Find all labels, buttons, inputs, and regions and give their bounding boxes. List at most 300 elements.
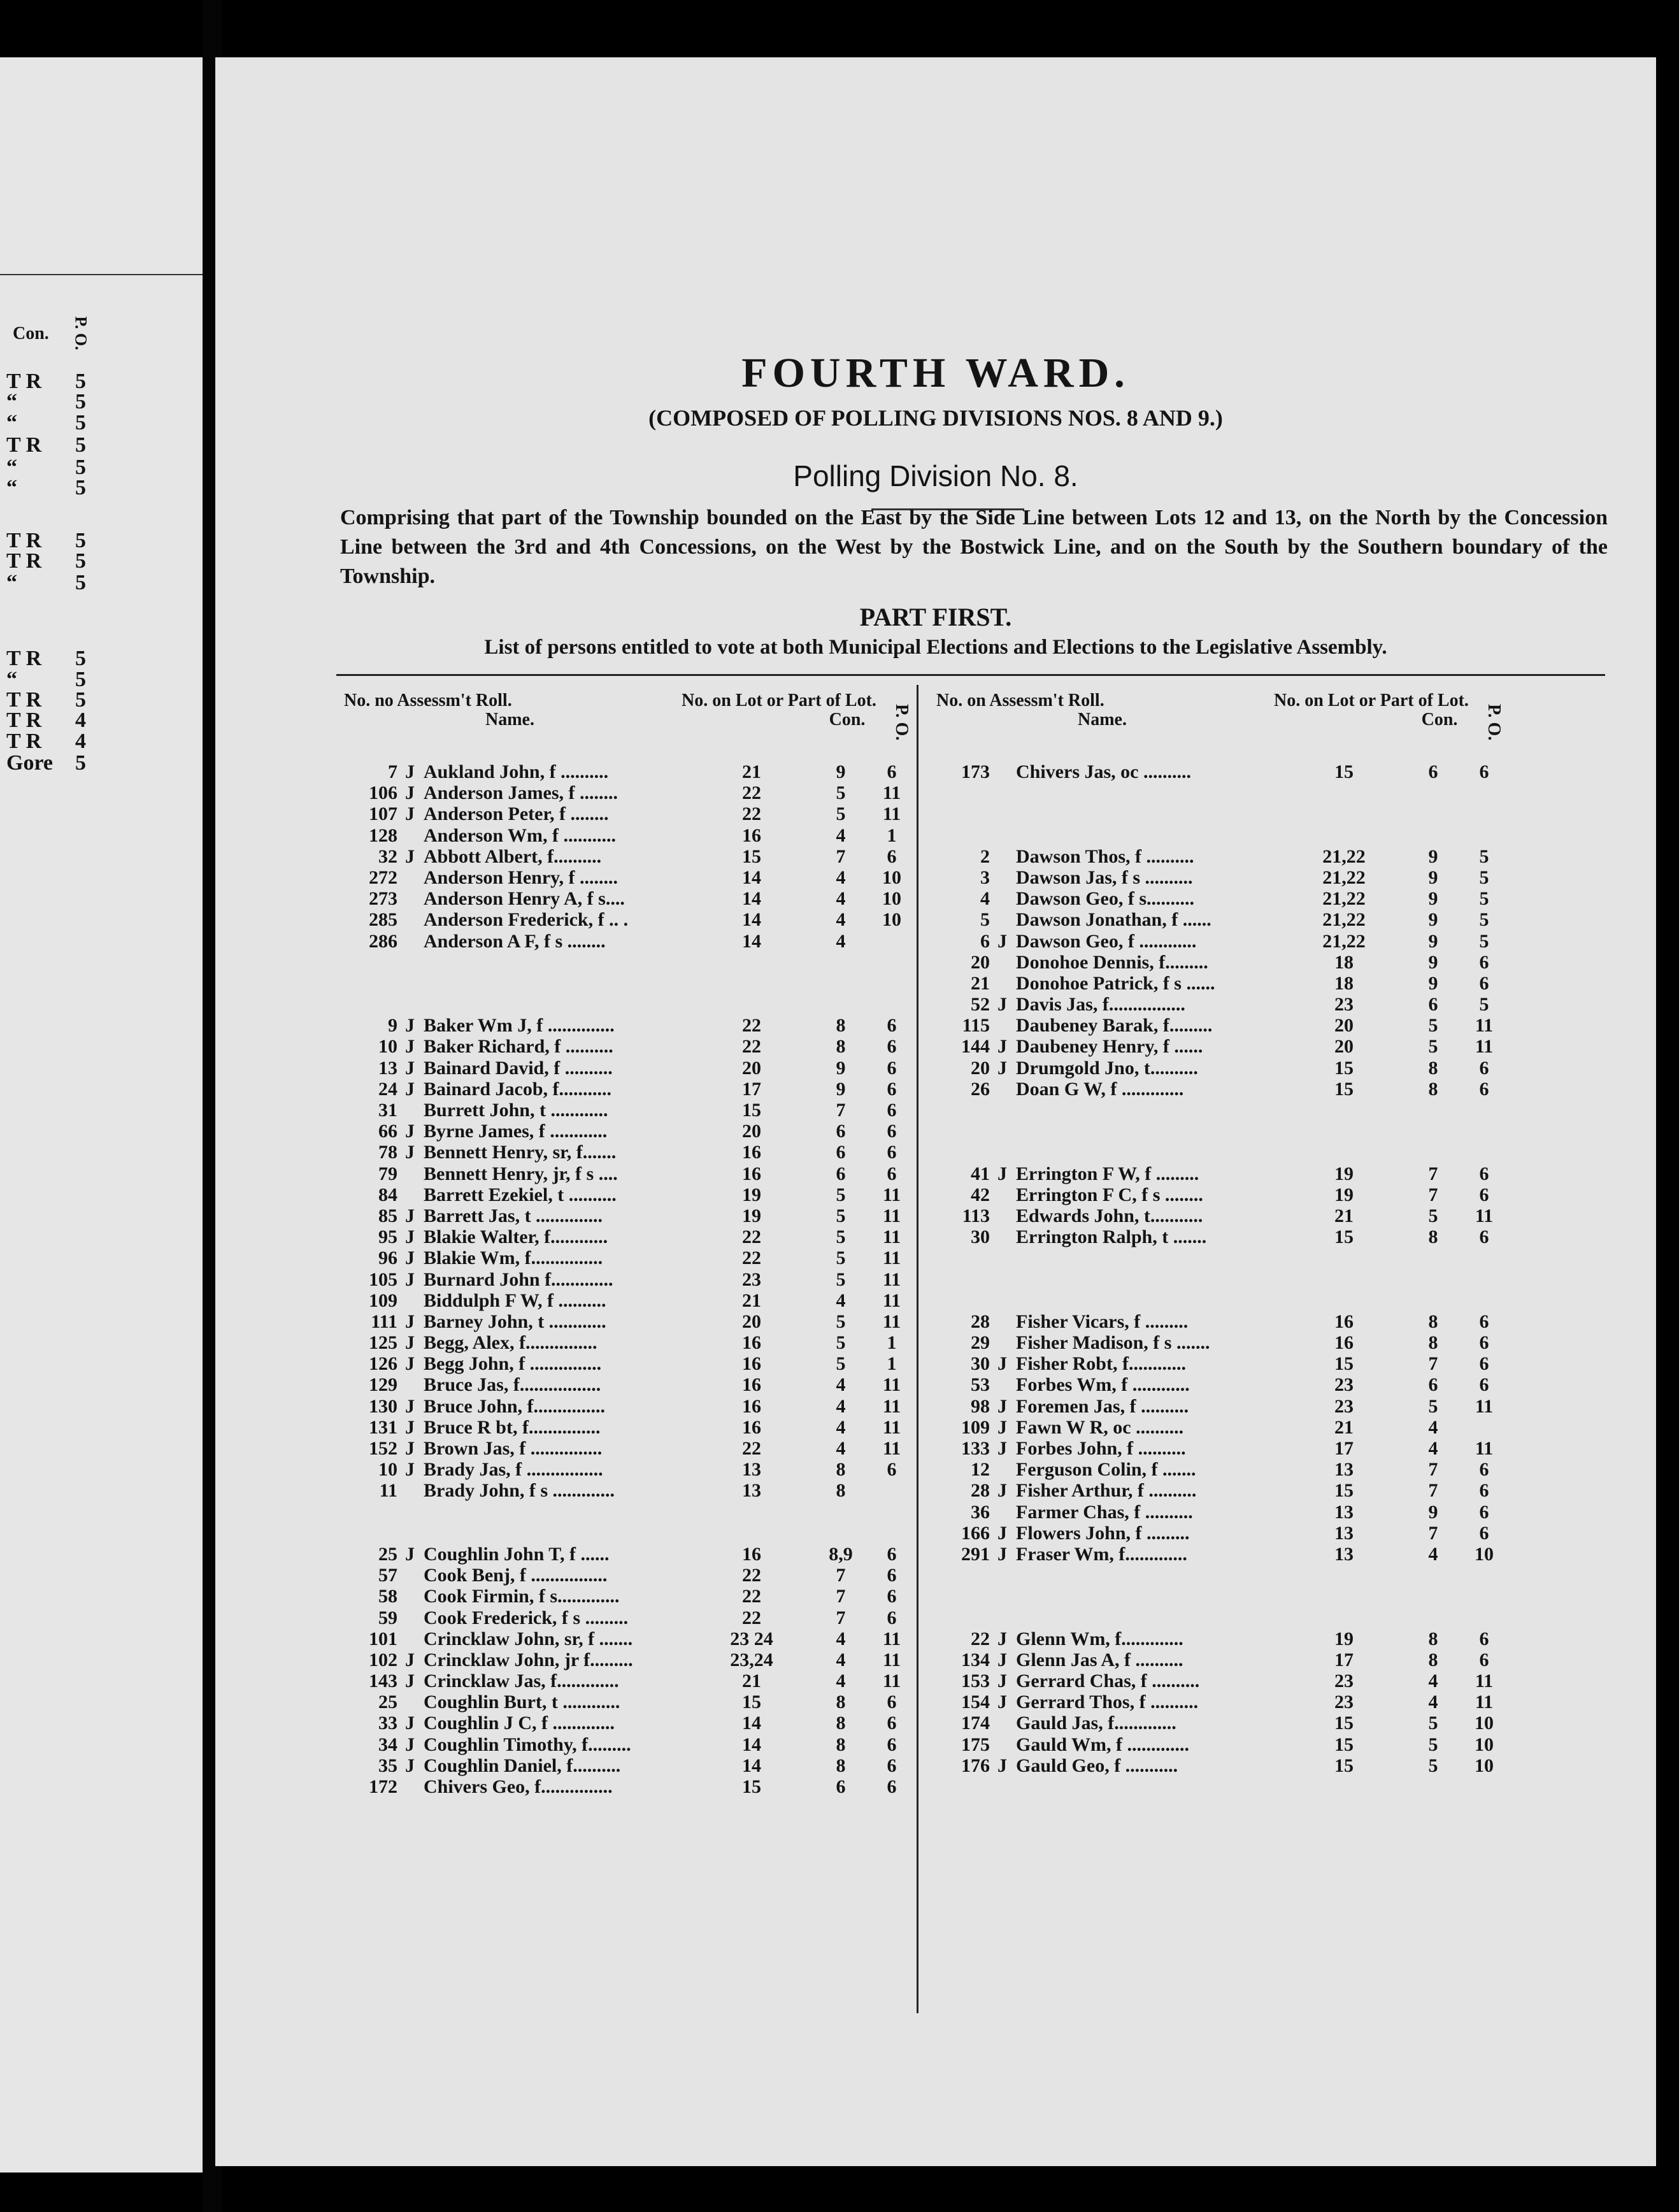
roll-number: 85 — [378, 1205, 397, 1226]
post-office: 11 — [1475, 1395, 1494, 1417]
previous-page-fragment — [0, 57, 203, 2172]
concession: 8 — [836, 1713, 846, 1734]
voter-name: Daubeney Barak, f......... — [1016, 1015, 1213, 1037]
lot-number: 19 — [742, 1184, 761, 1205]
voter-row — [344, 931, 924, 952]
lot-number: 22 — [742, 1565, 761, 1586]
voter-name: Dawson Geo, f ............ — [1016, 930, 1197, 952]
lot-number: 19 — [1334, 1628, 1354, 1649]
concession: 9 — [1428, 909, 1438, 931]
lot-number: 17 — [742, 1078, 761, 1100]
juror-mark: J — [405, 1142, 415, 1163]
concession: 8 — [836, 1015, 846, 1037]
post-office: 6 — [887, 1163, 897, 1184]
voter-name: Flowers John, f ......... — [1016, 1522, 1190, 1544]
concession: 5 — [836, 1205, 846, 1226]
juror-mark: J — [405, 1268, 415, 1290]
roll-number: 101 — [369, 1628, 397, 1649]
lot-number: 23 — [742, 1268, 761, 1290]
concession: 5 — [1428, 1015, 1438, 1037]
row-spacer — [936, 1269, 1516, 1290]
roll-number: 28 — [971, 1480, 990, 1502]
part-description: List of persons entitled to vote at both Municipal Elections and Elections to the Legislative Assembly. — [484, 636, 1387, 659]
voter-row — [344, 1142, 924, 1163]
voter-row — [344, 1226, 924, 1247]
concession: 6 — [1428, 761, 1438, 782]
juror-mark: J — [405, 845, 415, 867]
post-office: 6 — [1479, 1501, 1489, 1523]
juror-mark: J — [997, 1543, 1007, 1565]
voter-row — [344, 1713, 924, 1734]
roll-number: 272 — [369, 866, 397, 888]
voter-name: Errington F C, f s ........ — [1016, 1184, 1203, 1205]
concession: 8 — [836, 1755, 846, 1776]
juror-mark: J — [405, 1395, 415, 1417]
voter-row — [344, 1015, 924, 1036]
voter-row — [936, 761, 1516, 782]
voter-name: Anderson Frederick, f .. . — [424, 909, 629, 931]
concession: 9 — [1428, 1501, 1438, 1523]
post-office: 11 — [882, 1649, 901, 1670]
concession: 8 — [1428, 1057, 1438, 1079]
juror-mark: J — [997, 1628, 1007, 1649]
concession: 6 — [1428, 1374, 1438, 1396]
lot-number: 17 — [1334, 1649, 1354, 1670]
roll-number: 126 — [369, 1353, 397, 1375]
concession: 8 — [1428, 1226, 1438, 1248]
post-office: 6 — [1479, 951, 1489, 973]
post-office: 6 — [887, 1691, 897, 1713]
voter-row — [344, 1734, 924, 1755]
row-spacer — [936, 1607, 1516, 1628]
concession: 7 — [836, 1565, 846, 1586]
voter-row — [344, 1586, 924, 1607]
lot-number: 21,22 — [1322, 845, 1366, 867]
lot-number: 13 — [1334, 1522, 1354, 1544]
prev-po: T R — [6, 529, 42, 552]
roll-number: 9 — [388, 1015, 397, 1037]
voter-name: Bennett Henry, sr, f....... — [424, 1142, 617, 1163]
roll-number: 58 — [378, 1586, 397, 1607]
voter-name: Crincklaw Jas, f............. — [424, 1670, 619, 1692]
prev-po: T R — [6, 729, 42, 753]
lot-number: 14 — [742, 909, 761, 931]
voter-name: Errington Ralph, t ....... — [1016, 1226, 1207, 1248]
column-header — [936, 685, 1516, 761]
post-office: 5 — [1479, 930, 1489, 952]
voter-row — [936, 1544, 1516, 1565]
lot-number: 21 — [742, 1289, 761, 1311]
voter-row — [344, 1755, 924, 1776]
voter-name: Foremen Jas, f .......... — [1016, 1395, 1189, 1417]
roll-number: 53 — [971, 1374, 990, 1396]
voter-row — [344, 1691, 924, 1713]
concession: 5 — [836, 1247, 846, 1269]
concession: 4 — [836, 1289, 846, 1311]
ward-title: FOURTH WARD. — [741, 350, 1130, 396]
lot-number: 16 — [742, 1395, 761, 1417]
lot-number: 22 — [742, 1015, 761, 1037]
part-heading: PART FIRST. — [859, 603, 1012, 631]
juror-mark: J — [997, 1416, 1007, 1438]
voter-name: Barney John, t ............ — [424, 1311, 606, 1332]
post-office: 10 — [1475, 1755, 1494, 1776]
lot-number: 18 — [1334, 972, 1354, 994]
post-office: 6 — [1479, 1163, 1489, 1184]
juror-mark: J — [997, 1755, 1007, 1776]
roll-number: 28 — [971, 1311, 990, 1332]
roll-number: 84 — [378, 1184, 397, 1205]
voter-row — [936, 1058, 1516, 1079]
voter-row — [936, 1649, 1516, 1670]
row-spacer — [344, 973, 924, 994]
post-office: 11 — [882, 1416, 901, 1438]
concession: 7 — [1428, 1163, 1438, 1184]
roll-number: 20 — [971, 1057, 990, 1079]
roll-number: 20 — [971, 951, 990, 973]
lot-number: 23 24 — [730, 1628, 773, 1649]
post-office: 6 — [1479, 1057, 1489, 1079]
ward-subtitle: (COMPOSED OF POLLING DIVISIONS NOS. 8 AND 9.) — [648, 405, 1223, 431]
juror-mark: J — [405, 1078, 415, 1100]
juror-mark: J — [997, 1480, 1007, 1502]
lot-number: 13 — [1334, 1459, 1354, 1481]
lot-number: 22 — [742, 1036, 761, 1058]
post-office: 1 — [887, 824, 897, 846]
concession: 5 — [836, 1268, 846, 1290]
voter-row — [936, 1691, 1516, 1713]
concession: 6 — [836, 1776, 846, 1797]
prev-header-po: P. O. — [71, 316, 90, 350]
lot-number: 21 — [742, 1670, 761, 1692]
post-office: 6 — [1479, 1649, 1489, 1670]
post-office: 11 — [882, 1205, 901, 1226]
voter-name: Burrett John, t ............ — [424, 1100, 608, 1121]
header-roll: No. on Assessm't Roll. — [936, 691, 1104, 710]
concession: 4 — [1428, 1691, 1438, 1713]
roll-number: 41 — [971, 1163, 990, 1184]
roll-number: 12 — [971, 1459, 990, 1481]
roll-number: 25 — [378, 1543, 397, 1565]
voter-row — [936, 1332, 1516, 1353]
voter-list-left-column — [344, 685, 924, 1797]
voter-name: Bainard Jacob, f........... — [424, 1078, 612, 1100]
concession: 9 — [836, 1078, 846, 1100]
voter-row — [936, 1670, 1516, 1691]
prev-po: T R — [6, 708, 42, 732]
voter-name: Brady Jas, f ................ — [424, 1459, 603, 1481]
concession: 5 — [1428, 1755, 1438, 1776]
lot-number: 21 — [1334, 1416, 1354, 1438]
juror-mark: J — [997, 1353, 1007, 1375]
concession: 8,9 — [829, 1543, 853, 1565]
roll-number: 176 — [961, 1755, 990, 1776]
row-spacer — [936, 1100, 1516, 1121]
row-spacer — [936, 1247, 1516, 1268]
voter-name: Glenn Jas A, f .......... — [1016, 1649, 1183, 1670]
roll-number: 13 — [378, 1057, 397, 1079]
concession: 9 — [836, 1057, 846, 1079]
voter-name: Brady John, f s ............. — [424, 1480, 615, 1502]
concession: 8 — [1428, 1628, 1438, 1649]
post-office: 6 — [1479, 1628, 1489, 1649]
roll-number: 78 — [378, 1142, 397, 1163]
prev-con: 5 — [75, 370, 86, 393]
voter-row — [936, 1755, 1516, 1776]
voter-name: Fisher Madison, f s ....... — [1016, 1332, 1210, 1354]
concession: 8 — [836, 1480, 846, 1502]
concession: 4 — [836, 824, 846, 846]
voter-row — [936, 1713, 1516, 1734]
post-office: 6 — [1479, 1311, 1489, 1332]
lot-number: 20 — [742, 1057, 761, 1079]
voter-row — [344, 867, 924, 888]
voter-name: Blakie Walter, f............ — [424, 1226, 608, 1248]
prev-con: 5 — [75, 647, 86, 670]
roll-number: 32 — [378, 845, 397, 867]
juror-mark: J — [997, 1057, 1007, 1079]
roll-number: 66 — [378, 1121, 397, 1142]
post-office: 6 — [887, 1734, 897, 1755]
concession: 5 — [836, 1353, 846, 1375]
voter-row — [936, 994, 1516, 1015]
voter-row — [344, 1396, 924, 1417]
prev-con: 5 — [75, 668, 86, 691]
voter-name: Drumgold Jno, t.......... — [1016, 1057, 1198, 1079]
lot-number: 17 — [1334, 1438, 1354, 1459]
voter-row — [936, 1396, 1516, 1417]
lot-number: 22 — [742, 1607, 761, 1628]
voter-row — [344, 846, 924, 867]
lot-number: 15 — [1334, 761, 1354, 782]
juror-mark: J — [405, 1247, 415, 1269]
voter-row — [344, 1184, 924, 1205]
concession: 5 — [836, 803, 846, 825]
concession: 6 — [836, 1121, 846, 1142]
roll-number: 154 — [961, 1691, 990, 1713]
voter-name: Cook Benj, f ................ — [424, 1565, 608, 1586]
juror-mark: J — [997, 1036, 1007, 1058]
voter-row — [936, 973, 1516, 994]
lot-number: 15 — [1334, 1713, 1354, 1734]
voter-name: Coughlin John T, f ...... — [424, 1543, 610, 1565]
post-office: 5 — [1479, 888, 1489, 910]
voter-row — [936, 909, 1516, 930]
header-lot: No. on Lot or Part of Lot. — [1274, 691, 1469, 710]
lot-number: 14 — [742, 930, 761, 952]
voter-name: Gauld Geo, f ........... — [1016, 1755, 1178, 1776]
prev-po: “ — [6, 456, 17, 479]
juror-mark: J — [405, 1459, 415, 1481]
voter-row — [344, 1079, 924, 1100]
post-office: 6 — [1479, 1078, 1489, 1100]
roll-number: 143 — [369, 1670, 397, 1692]
post-office: 6 — [1479, 761, 1489, 782]
voter-row — [344, 1269, 924, 1290]
concession: 5 — [1428, 1395, 1438, 1417]
concession: 4 — [1428, 1438, 1438, 1459]
header-name: Name. — [1078, 710, 1127, 729]
concession: 5 — [836, 1184, 846, 1205]
post-office: 11 — [1475, 1036, 1494, 1058]
header-lot: No. on Lot or Part of Lot. — [682, 691, 876, 710]
voter-name: Gauld Jas, f............. — [1016, 1713, 1176, 1734]
lot-number: 16 — [742, 1332, 761, 1354]
concession: 4 — [836, 1374, 846, 1396]
voter-row — [936, 1205, 1516, 1226]
voter-name: Gerrard Thos, f .......... — [1016, 1691, 1199, 1713]
roll-number: 125 — [369, 1332, 397, 1354]
lot-number: 16 — [742, 1353, 761, 1375]
roll-number: 102 — [369, 1649, 397, 1670]
post-office: 6 — [887, 1057, 897, 1079]
post-office: 11 — [882, 1226, 901, 1248]
voter-row — [344, 909, 924, 930]
juror-mark: J — [405, 1438, 415, 1459]
post-office: 6 — [887, 1142, 897, 1163]
lot-number: 21,22 — [1322, 909, 1366, 931]
concession: 5 — [1428, 1205, 1438, 1226]
roll-number: 42 — [971, 1184, 990, 1205]
voter-name: Crincklaw John, sr, f ....... — [424, 1628, 633, 1649]
lot-number: 15 — [1334, 1057, 1354, 1079]
voter-row — [936, 931, 1516, 952]
post-office: 6 — [887, 1078, 897, 1100]
voter-row — [936, 846, 1516, 867]
roll-number: 10 — [378, 1459, 397, 1481]
concession: 9 — [1428, 845, 1438, 867]
lot-number: 20 — [742, 1311, 761, 1332]
lot-number: 22 — [742, 803, 761, 825]
voter-name: Anderson Wm, f ........... — [424, 824, 616, 846]
voter-name: Dawson Jonathan, f ...... — [1016, 909, 1211, 931]
voter-row — [344, 1332, 924, 1353]
juror-mark: J — [405, 1353, 415, 1375]
juror-mark: J — [405, 1755, 415, 1776]
voter-name: Barrett Ezekiel, t .......... — [424, 1184, 617, 1205]
voter-row — [936, 1353, 1516, 1374]
lot-number: 14 — [742, 1755, 761, 1776]
lot-number: 19 — [1334, 1163, 1354, 1184]
concession: 7 — [1428, 1353, 1438, 1375]
voter-name: Anderson Henry A, f s.... — [424, 888, 625, 910]
voter-row — [344, 782, 924, 803]
juror-mark: J — [405, 1670, 415, 1692]
roll-number: 144 — [961, 1036, 990, 1058]
voter-row — [344, 1480, 924, 1501]
concession: 7 — [836, 1100, 846, 1121]
voter-row — [344, 1607, 924, 1628]
post-office: 6 — [1479, 972, 1489, 994]
concession: 7 — [1428, 1459, 1438, 1481]
voter-name: Fraser Wm, f............. — [1016, 1543, 1187, 1565]
lot-number: 14 — [742, 1734, 761, 1755]
voter-row — [936, 1438, 1516, 1459]
lot-number: 15 — [742, 1691, 761, 1713]
post-office: 6 — [887, 1586, 897, 1607]
roll-number: 33 — [378, 1713, 397, 1734]
prev-po: “ — [6, 571, 17, 594]
post-office: 6 — [887, 1543, 897, 1565]
post-office: 6 — [1479, 1353, 1489, 1375]
post-office: 11 — [882, 1670, 901, 1692]
voter-name: Blakie Wm, f............... — [424, 1247, 603, 1269]
voter-row — [936, 1628, 1516, 1649]
voter-name: Anderson Henry, f ........ — [424, 866, 618, 888]
post-office: 10 — [1475, 1713, 1494, 1734]
row-spacer — [936, 1565, 1516, 1586]
juror-mark: J — [997, 1522, 1007, 1544]
juror-mark: J — [997, 1163, 1007, 1184]
prev-con: 5 — [75, 433, 86, 457]
voter-row — [344, 825, 924, 846]
roll-number: 29 — [971, 1332, 990, 1354]
juror-mark: J — [405, 1416, 415, 1438]
juror-mark: J — [997, 1691, 1007, 1713]
voter-row — [936, 1226, 1516, 1247]
roll-number: 152 — [369, 1438, 397, 1459]
roll-number: 57 — [378, 1565, 397, 1586]
prev-con: 4 — [75, 708, 86, 732]
voter-row — [936, 1036, 1516, 1057]
lot-number: 20 — [1334, 1015, 1354, 1037]
voter-row — [344, 1205, 924, 1226]
post-office: 6 — [887, 1015, 897, 1037]
juror-mark: J — [405, 1734, 415, 1755]
header-po: P. O. — [892, 704, 911, 741]
post-office: 11 — [882, 1438, 901, 1459]
lot-number: 19 — [1334, 1184, 1354, 1205]
juror-mark: J — [405, 1057, 415, 1079]
post-office: 1 — [887, 1353, 897, 1375]
voter-name: Chivers Jas, oc .......... — [1016, 761, 1191, 782]
lot-number: 16 — [742, 1543, 761, 1565]
roll-number: 130 — [369, 1395, 397, 1417]
concession: 7 — [836, 845, 846, 867]
header-po: P. O. — [1484, 704, 1504, 741]
row-spacer — [936, 1142, 1516, 1163]
lot-number: 21,22 — [1322, 930, 1366, 952]
voter-row — [344, 1438, 924, 1459]
post-office: 5 — [1479, 994, 1489, 1016]
voter-row — [936, 1163, 1516, 1184]
voter-name: Donohoe Patrick, f s ...... — [1016, 972, 1215, 994]
voter-name: Dawson Jas, f s .......... — [1016, 866, 1193, 888]
column-header — [344, 685, 924, 761]
roll-number: 109 — [369, 1289, 397, 1311]
voter-name: Fisher Robt, f............ — [1016, 1353, 1186, 1375]
voter-row — [344, 1247, 924, 1268]
voter-name: Bennett Henry, jr, f s .... — [424, 1163, 618, 1184]
voter-row — [344, 1121, 924, 1142]
lot-number: 21,22 — [1322, 888, 1366, 910]
post-office: 6 — [1479, 1332, 1489, 1354]
voter-row — [344, 1459, 924, 1480]
concession: 4 — [836, 1438, 846, 1459]
concession: 8 — [1428, 1311, 1438, 1332]
lot-number: 15 — [1334, 1480, 1354, 1502]
lot-number: 21,22 — [1322, 866, 1366, 888]
post-office: 11 — [882, 1289, 901, 1311]
row-spacer — [936, 1121, 1516, 1142]
prev-con: 5 — [75, 571, 86, 594]
lot-number: 21 — [742, 761, 761, 782]
voter-name: Edwards John, t........... — [1016, 1205, 1203, 1226]
post-office: 1 — [887, 1332, 897, 1354]
voter-row — [936, 1417, 1516, 1438]
polling-division-heading: Polling Division No. 8. — [793, 459, 1078, 492]
lot-number: 15 — [742, 1776, 761, 1797]
